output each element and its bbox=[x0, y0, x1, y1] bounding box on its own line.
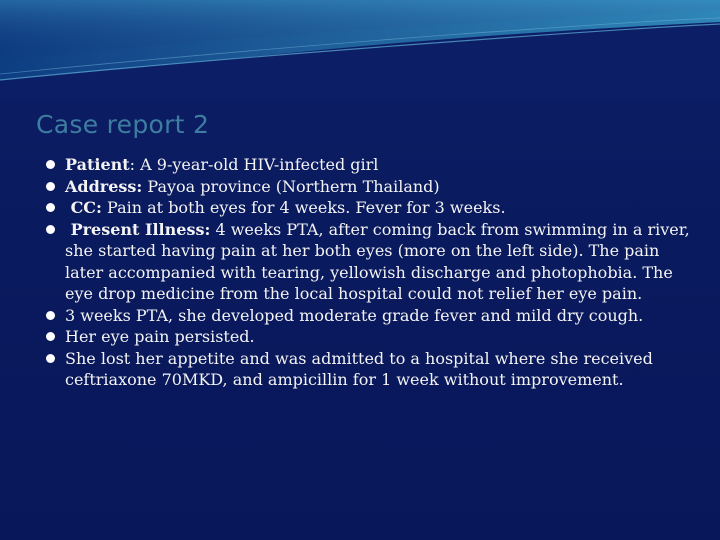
bullet-item-chief-complaint bbox=[44, 197, 690, 219]
bullet-dot-icon bbox=[46, 182, 55, 191]
bullet-list bbox=[44, 154, 690, 391]
bullet-text: Her eye pain persisted. bbox=[65, 327, 255, 346]
bullet-dot-icon bbox=[46, 160, 55, 169]
bullet-text: She lost her appetite and was admitted to a hospital where she received ceftriaxone 70MKD, and ampicillin for 1 week without improvement. bbox=[65, 348, 653, 389]
bullet-text: 3 weeks PTA, she developed moderate grade fever and mild dry cough. bbox=[65, 305, 644, 325]
slide-title: Case report 2 bbox=[36, 110, 210, 139]
bullet-label: CC: bbox=[65, 198, 102, 217]
bullet-dot-icon bbox=[46, 225, 55, 234]
bullet-dot-icon bbox=[46, 203, 55, 212]
bullet-label: Present Illness: bbox=[65, 219, 211, 239]
bullet-dot-icon bbox=[46, 311, 55, 320]
bullet-label: Patient bbox=[65, 155, 130, 174]
bullet-dot-icon bbox=[46, 354, 55, 363]
bullet-item-eye-pain bbox=[44, 326, 690, 348]
bullet-item-present-illness bbox=[44, 219, 690, 305]
bullet-text: Payoa province (Northern Thailand) bbox=[142, 176, 440, 196]
bullet-label: Address: bbox=[65, 176, 143, 196]
bullet-text: Pain at both eyes for 4 weeks. Fever for 3 weeks. bbox=[101, 198, 506, 217]
bullet-dot-icon bbox=[46, 332, 55, 341]
bullet-item-admission bbox=[44, 348, 690, 391]
bullet-item-patient bbox=[44, 154, 690, 176]
bullet-text: : A 9-year-old HIV-infected girl bbox=[129, 155, 379, 174]
bullet-text: 4 weeks PTA, after coming back from swimming in a river, she started having pain at her both eyes (more on the left side). The pain later accompanied with tearing, yellowish discharge and photophobia. The eye drop medicine from the local hospital could not relief her eye pain. bbox=[65, 219, 690, 303]
bullet-item-fever bbox=[44, 305, 690, 327]
bullet-item-address bbox=[44, 176, 690, 198]
header-wave-decoration bbox=[0, 0, 720, 100]
